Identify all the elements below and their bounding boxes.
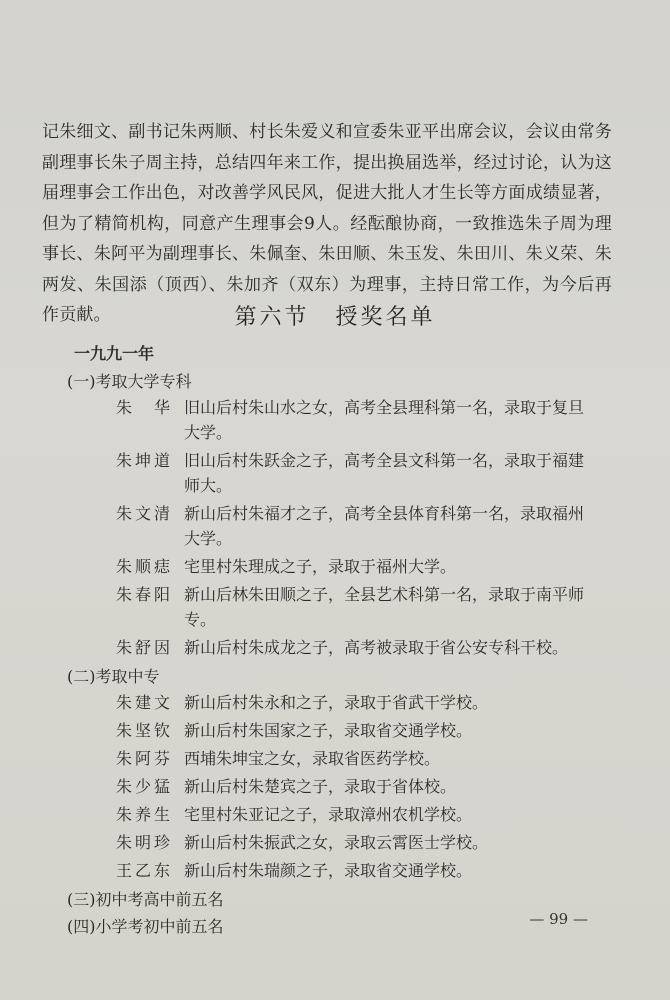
list-item [70,830,630,855]
list-item [70,746,630,771]
section-title: 授奖名单 [335,305,436,330]
recipient-name: 朱文清 [116,504,170,523]
recipient-name: 朱 华 [116,398,170,417]
recipient-description: 宅里村朱理成之子，录取于福州大学。 [184,557,457,576]
recipient-description: 新山后村朱振武之女，录取云霄医士学校。 [184,833,489,852]
section-heading [0,300,670,331]
recipient-name: 朱少猛 [116,777,170,796]
category-label: (二)考取中专 [67,667,160,686]
recipient-description: 旧山后村朱跃金之子，高考全县文科第一名，录取于福建师大。 [184,451,585,495]
recipient-name: 朱养生 [116,805,170,824]
list-item [70,582,630,632]
recipient-description: 新山后村朱楚宾之子，录取于省体校。 [184,777,457,796]
list-item [70,690,630,715]
recipient-description: 旧山后村朱山水之女，高考全县理科第一名，录取于复旦大学。 [184,398,585,442]
recipient-description: 新山后村朱永和之子，录取于省武干学校。 [184,693,489,712]
category-label: (四)小学考初中前五名 [67,917,224,936]
list-item [70,448,630,498]
list-item [70,718,630,743]
recipient-description: 新山后村朱瑞颜之子，录取省交通学校。 [184,861,473,880]
page-number: — 99 — [529,910,588,928]
category-label: (三)初中考高中前五名 [67,890,224,909]
recipient-description: 新山后村朱国家之子，录取省交通学校。 [184,721,473,740]
recipient-name: 朱阿芬 [116,749,170,768]
recipient-name: 朱春阳 [116,585,170,604]
category-block [67,663,630,883]
recipient-name: 朱建文 [116,693,170,712]
list-item [70,802,630,827]
category-label: (一)考取大学专科 [67,372,192,391]
recipient-name: 朱顺痣 [116,557,170,576]
list-item [70,635,630,660]
list-item [70,554,630,579]
recipient-name: 朱坤道 [116,451,170,470]
recipient-name: 朱明珍 [116,833,170,852]
recipient-description: 宅里村朱亚记之子，录取漳州农机学校。 [184,805,473,824]
recipient-name: 朱舒因 [116,638,170,657]
category-block [67,368,630,660]
list-item [70,858,630,883]
recipient-name: 朱坚钦 [116,721,170,740]
award-list [67,340,630,940]
list-item [70,774,630,799]
recipient-description: 西埔朱坤宝之女，录取省医药学校。 [184,749,441,768]
intro-paragraph: 记朱细文、副书记朱两顺、村长朱爱义和宣委朱亚平出席会议，会议由常务副理事长朱子周主持，总结四年来工作，提出换届选举，经过讨论，认为这届理事会工作出色，对改善学风民风，促进大批人才生长等方面成绩显著，但为了精简机构，同意产生理事会9人。经酝酿协商，一致推选朱子周为理事长、朱阿平为副理事长、朱佩奎、朱田顺、朱玉发、朱田川、朱义荣、朱两发、朱国添（顶西）、朱加齐（双东）为理事，主持日常工作，为今后再作贡献。 [42,122,612,325]
recipient-description: 新山后林朱田顺之子，全县艺术科第一名，录取于南平师专。 [184,585,585,629]
list-item [70,395,630,445]
recipient-description: 新山后村朱福才之子，高考全县体育科第一名，录取福州大学。 [184,504,585,548]
list-item [70,501,630,551]
year-heading: 一九九一年 [74,344,155,363]
recipient-name: 王乙东 [116,861,170,880]
section-number: 第六节 [234,305,310,330]
recipient-description: 新山后村朱成龙之子，高考被录取于省公安专科干校。 [184,638,569,657]
